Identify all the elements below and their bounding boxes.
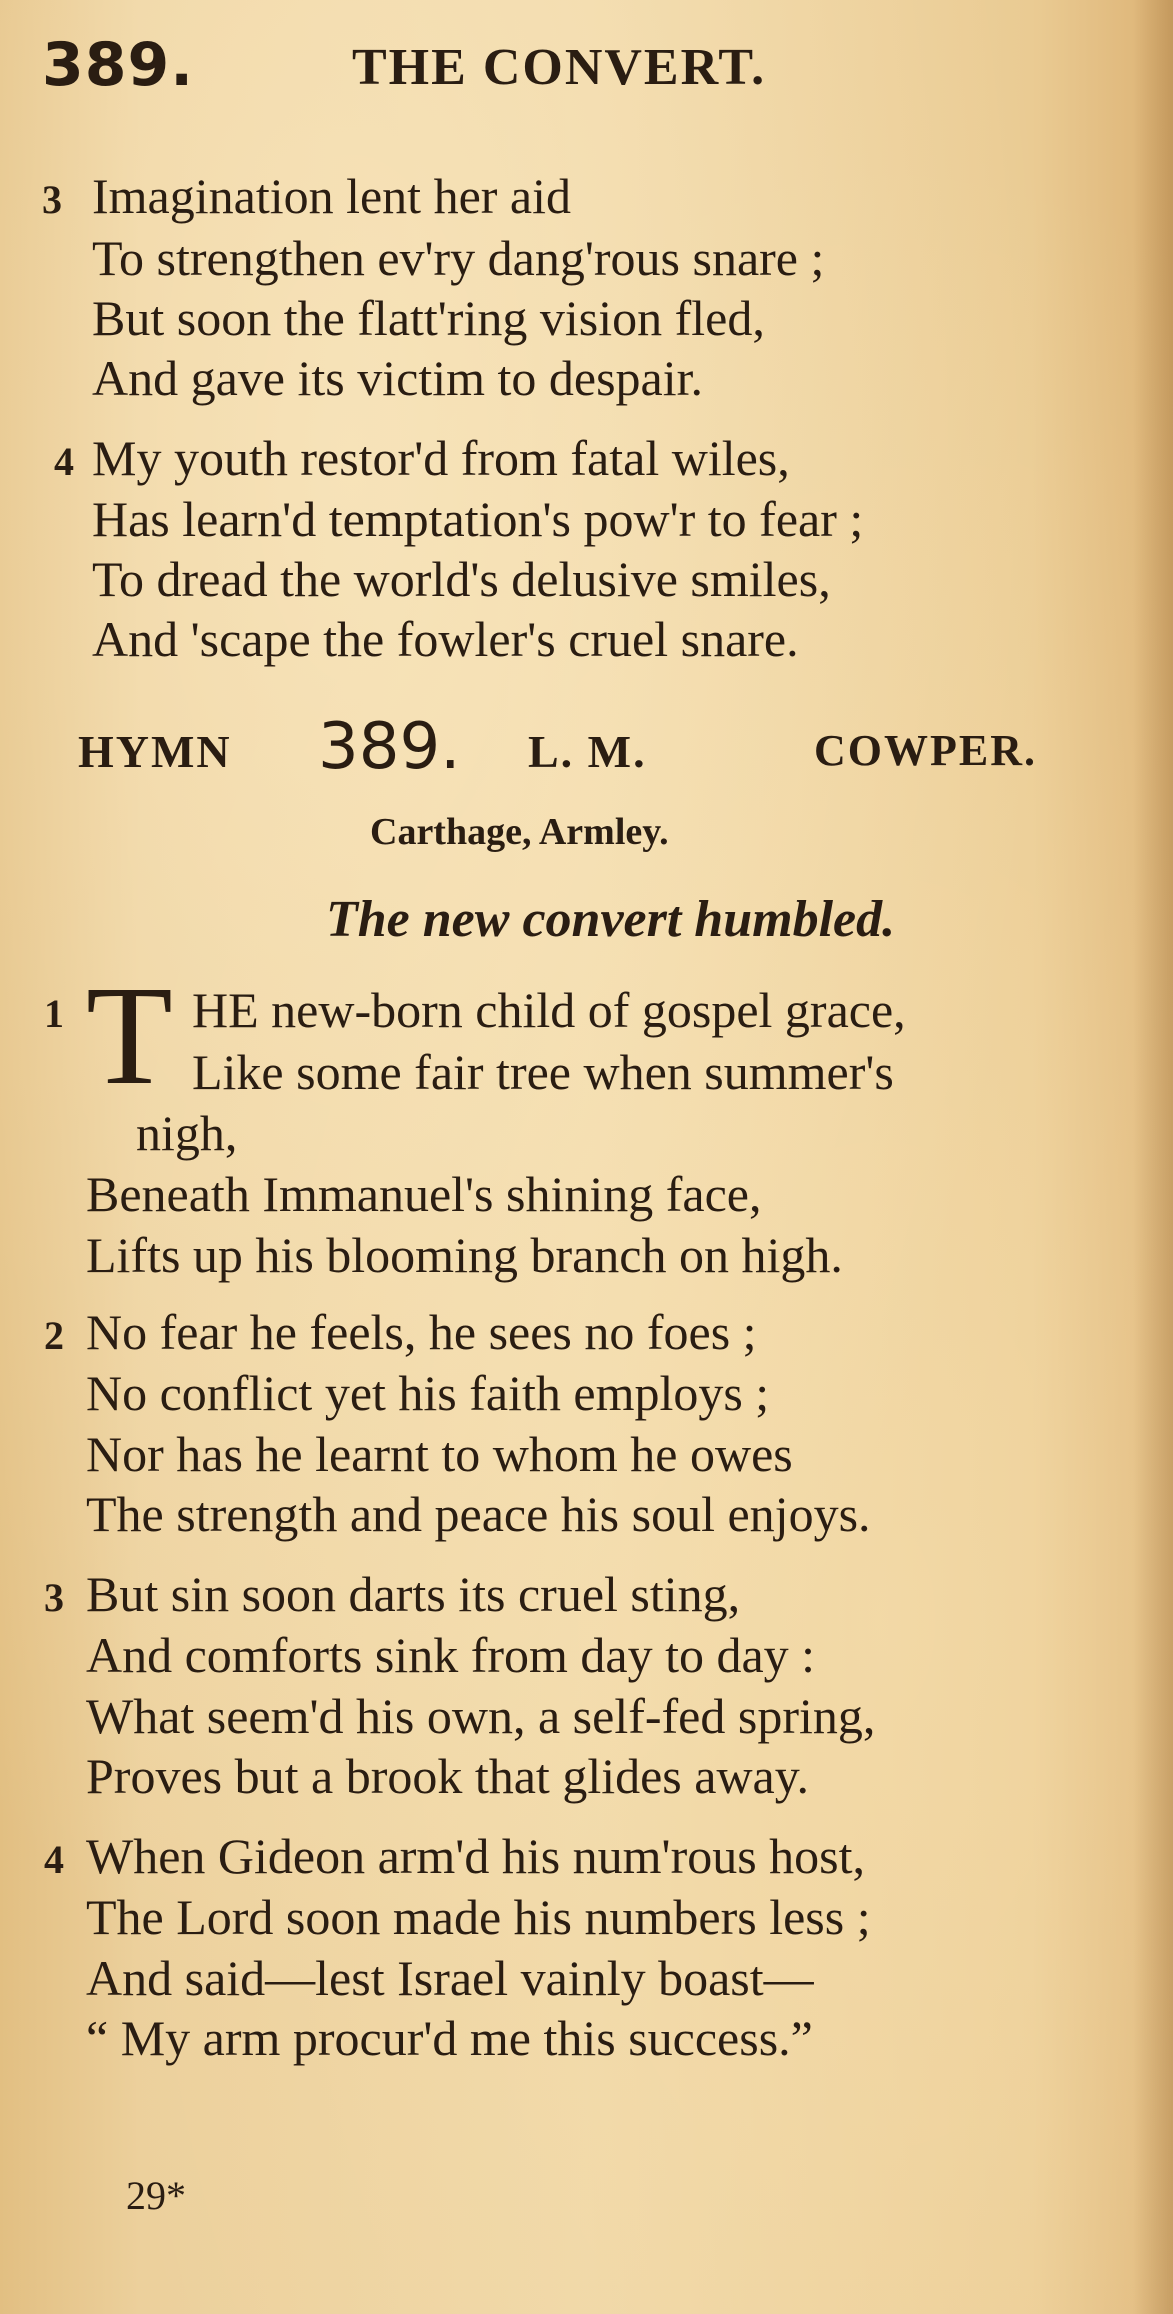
- signature-mark: 29*: [126, 2173, 186, 2218]
- verse-line: nigh,: [136, 1105, 238, 1161]
- hymn-subtitle: The new convert humbled.: [326, 891, 896, 948]
- verse-number: 2: [44, 1313, 64, 1358]
- verse-line: But soon the flatt'ring vision fled,: [92, 290, 765, 346]
- running-title: THE CONVERT.: [352, 39, 767, 96]
- verse-line: Beneath Immanuel's shining face,: [86, 1166, 762, 1222]
- verse-line: What seem'd his own, a self-fed spring,: [86, 1688, 876, 1744]
- verse-number: 4: [54, 439, 74, 484]
- verse-line: The strength and peace his soul enjoys.: [86, 1486, 871, 1542]
- drop-cap: T: [86, 956, 173, 1114]
- verse-line: When Gideon arm'd his num'rous host,: [86, 1828, 866, 1884]
- verse-number: 3: [42, 177, 62, 222]
- verse-number: 3: [44, 1575, 64, 1620]
- verse-line: HE new-born child of gospel grace,: [192, 982, 906, 1038]
- hymn-tunes: Carthage, Armley.: [370, 811, 669, 853]
- verse-line: And said—lest Israel vainly boast—: [86, 1950, 814, 2006]
- verse-line: And gave its victim to despair.: [92, 350, 704, 406]
- verse-line: My youth restor'd from fatal wiles,: [92, 430, 790, 486]
- verse-line: To dread the world's delusive smiles,: [92, 551, 831, 607]
- verse-line: “ My arm procur'd me this success.”: [86, 2010, 813, 2066]
- hymn-author: COWPER.: [814, 726, 1037, 775]
- verse-line: Has learn'd temptation's pow'r to fear ;: [92, 491, 864, 547]
- verse-line: Imagination lent her aid: [92, 168, 572, 224]
- verse-line: The Lord soon made his numbers less ;: [86, 1889, 871, 1945]
- hymn-meter: L. M.: [528, 726, 647, 777]
- page-edge-shadow: [1133, 0, 1173, 2314]
- verse-line: And 'scape the fowler's cruel snare.: [92, 611, 799, 667]
- verse-line: Proves but a brook that glides away.: [86, 1748, 809, 1804]
- hymn-label: HYMN: [78, 726, 232, 777]
- verse-line: Lifts up his blooming branch on high.: [86, 1227, 843, 1283]
- page-number: 389.: [42, 30, 195, 100]
- verse-line: But sin soon darts its cruel sting,: [86, 1566, 741, 1622]
- verse-line: No fear he feels, he sees no foes ;: [86, 1304, 757, 1360]
- verse-line: Like some fair tree when summer's: [192, 1044, 894, 1100]
- verse-line: To strengthen ev'ry dang'rous snare ;: [92, 230, 825, 286]
- verse-line: No conflict yet his faith employs ;: [86, 1365, 770, 1421]
- hymn-number: 389.: [318, 710, 461, 784]
- verse-number: 4: [44, 1837, 64, 1882]
- verse-line: Nor has he learnt to whom he owes: [86, 1426, 793, 1482]
- verse-number: 1: [44, 991, 64, 1036]
- verse-line: And comforts sink from day to day :: [86, 1627, 816, 1683]
